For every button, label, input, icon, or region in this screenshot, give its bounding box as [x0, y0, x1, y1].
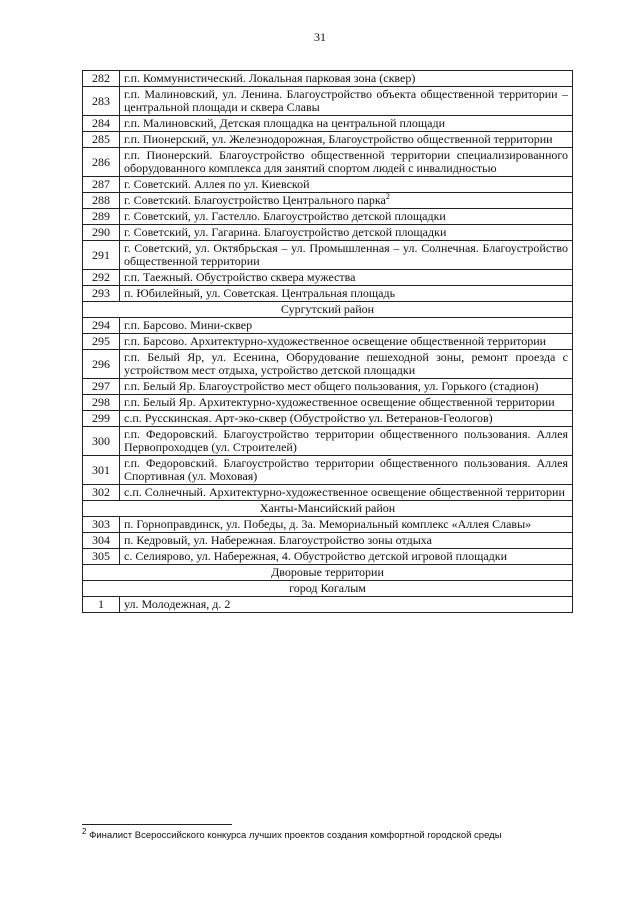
row-number: 289: [83, 209, 120, 225]
footnote: [82, 826, 573, 842]
row-number: 284: [83, 116, 120, 132]
row-number: 302: [83, 485, 120, 501]
row-number: 304: [83, 533, 120, 549]
row-description: [120, 87, 573, 116]
section-heading: Дворовые территории: [83, 565, 573, 581]
row-description: [120, 456, 573, 485]
row-number: 294: [83, 318, 120, 334]
footnote-text: Финалист Всероссийского конкурса лучших проектов создания комфортной городской среды: [86, 830, 502, 841]
row-number: 287: [83, 177, 120, 193]
row-description-text: г. Советский. Аллея по ул. Киевской: [124, 177, 310, 191]
table-row: [83, 517, 573, 533]
row-description: [120, 209, 573, 225]
row-number: 293: [83, 286, 120, 302]
row-description-text: п. Кедровый, ул. Набережная. Благоустройство зоны отдыха: [124, 533, 432, 547]
row-description-text: г. Советский. Благоустройство Центрального парка: [124, 193, 386, 207]
row-description: [120, 597, 573, 613]
row-number: 290: [83, 225, 120, 241]
table-row: [83, 411, 573, 427]
row-description: [120, 427, 573, 456]
row-description: [120, 334, 573, 350]
section-row: [83, 501, 573, 517]
footnote-reference: 2: [385, 192, 390, 201]
row-description: [120, 379, 573, 395]
row-description-text: г. Советский, ул. Октябрьская – ул. Промышленная – ул. Солнечная. Благоустройство общественной территории: [124, 241, 568, 268]
row-description: [120, 549, 573, 565]
table-row: [83, 241, 573, 270]
row-description-text: г.п. Барсово. Архитектурно-художественное освещение общественной территории: [124, 334, 547, 348]
row-description: [120, 225, 573, 241]
table-row: [83, 395, 573, 411]
row-number: 305: [83, 549, 120, 565]
row-number: 295: [83, 334, 120, 350]
row-description: [120, 177, 573, 193]
row-number: 298: [83, 395, 120, 411]
row-description-text: п. Горноправдинск, ул. Победы, д. 3а. Мемориальный комплекс «Аллея Славы»: [124, 517, 532, 531]
row-description-text: г.п. Коммунистический. Локальная парковая зона (сквер): [124, 71, 416, 85]
row-number: 285: [83, 132, 120, 148]
table-row: [83, 177, 573, 193]
row-description-text: г.п. Таежный. Обустройство сквера мужества: [124, 270, 356, 284]
row-description: [120, 533, 573, 549]
row-description: [120, 132, 573, 148]
table-row: [83, 597, 573, 613]
table-row: [83, 71, 573, 87]
page-number: 31: [314, 30, 326, 44]
row-description: [120, 318, 573, 334]
row-description-text: ул. Молодежная, д. 2: [124, 597, 231, 611]
row-number: 282: [83, 71, 120, 87]
row-description: [120, 241, 573, 270]
row-description-text: г.п. Федоровский. Благоустройство территории общественного пользования. Аллея Первопроходцев (ул. Строителей): [124, 427, 568, 454]
table-row: [83, 270, 573, 286]
row-description: [120, 71, 573, 87]
row-description: [120, 116, 573, 132]
footnote-mark: 2: [82, 826, 87, 836]
section-heading: Ханты-Мансийский район: [83, 501, 573, 517]
table-row: [83, 485, 573, 501]
table-row: [83, 456, 573, 485]
row-number: 296: [83, 350, 120, 379]
row-number: 297: [83, 379, 120, 395]
table-row: [83, 350, 573, 379]
table-row: [83, 148, 573, 177]
row-description-text: г.п. Белый Яр, ул. Есенина, Оборудование пешеходной зоны, ремонт проезда с устройством мест отдыха, устройство детской площадки: [124, 350, 568, 377]
table-row: [83, 334, 573, 350]
row-description-text: г. Советский, ул. Гастелло. Благоустройство детской площадки: [124, 209, 446, 223]
section-row: [83, 581, 573, 597]
table-row: [83, 132, 573, 148]
row-description-text: г.п. Пионерский. Благоустройство общественной территории специализированного оборудованного комплекса для занятий спортом людей с инвалидностью: [124, 148, 568, 175]
table-row: [83, 379, 573, 395]
row-description: [120, 350, 573, 379]
registry-table-body: [83, 71, 573, 613]
row-description: [120, 148, 573, 177]
row-number: 288: [83, 193, 120, 209]
row-number: 1: [83, 597, 120, 613]
row-description: [120, 395, 573, 411]
row-description-text: п. Юбилейный, ул. Советская. Центральная площадь: [124, 286, 396, 300]
row-description-text: с. Селиярово, ул. Набережная, 4. Обустройство детской игровой площадки: [124, 549, 508, 563]
row-description-text: г. Советский, ул. Гагарина. Благоустройство детской площадки: [124, 225, 447, 239]
row-number: 283: [83, 87, 120, 116]
section-heading: Сургутский район: [83, 302, 573, 318]
row-description-text: г.п. Малиновский, ул. Ленина. Благоустройство объекта общественной территории – центральной площади и сквера Славы: [124, 87, 568, 114]
row-description-text: г.п. Малиновский, Детская площадка на центральной площади: [124, 116, 445, 130]
table-row: [83, 427, 573, 456]
table-row: [83, 533, 573, 549]
row-number: 303: [83, 517, 120, 533]
footnote-rule: [82, 824, 232, 825]
row-description: [120, 270, 573, 286]
row-description: [120, 286, 573, 302]
row-number: 292: [83, 270, 120, 286]
row-description: [120, 411, 573, 427]
row-description-text: г.п. Федоровский. Благоустройство территории общественного пользования. Аллея Спортивная (ул. Моховая): [124, 456, 568, 483]
row-description-text: г.п. Белый Яр. Архитектурно-художественное освещение общественной территории: [124, 395, 555, 409]
table-row: [83, 549, 573, 565]
table-row: [83, 116, 573, 132]
table-row: [83, 225, 573, 241]
registry-table: [82, 70, 573, 613]
row-number: 291: [83, 241, 120, 270]
row-description-text: г.п. Пионерский, ул. Железнодорожная, Благоустройство общественной территории: [124, 132, 553, 146]
table-row: [83, 209, 573, 225]
row-description-text: с.п. Солнечный. Архитектурно-художественное освещение общественной территории: [124, 485, 565, 499]
table-row: [83, 193, 573, 209]
row-description-text: с.п. Русскинская. Арт-эко-сквер (Обустройство ул. Ветеранов-Геологов): [124, 411, 493, 425]
row-description-text: г.п. Белый Яр. Благоустройство мест общего пользования, ул. Горького (стадион): [124, 379, 539, 393]
section-row: [83, 565, 573, 581]
row-number: 299: [83, 411, 120, 427]
section-row: [83, 302, 573, 318]
table-row: [83, 87, 573, 116]
row-number: 301: [83, 456, 120, 485]
row-description: [120, 193, 573, 209]
row-description: [120, 517, 573, 533]
table-row: [83, 318, 573, 334]
row-number: 300: [83, 427, 120, 456]
row-number: 286: [83, 148, 120, 177]
row-description-text: г.п. Барсово. Мини-сквер: [124, 318, 253, 332]
row-description: [120, 485, 573, 501]
table-row: [83, 286, 573, 302]
section-heading: город Когалым: [83, 581, 573, 597]
